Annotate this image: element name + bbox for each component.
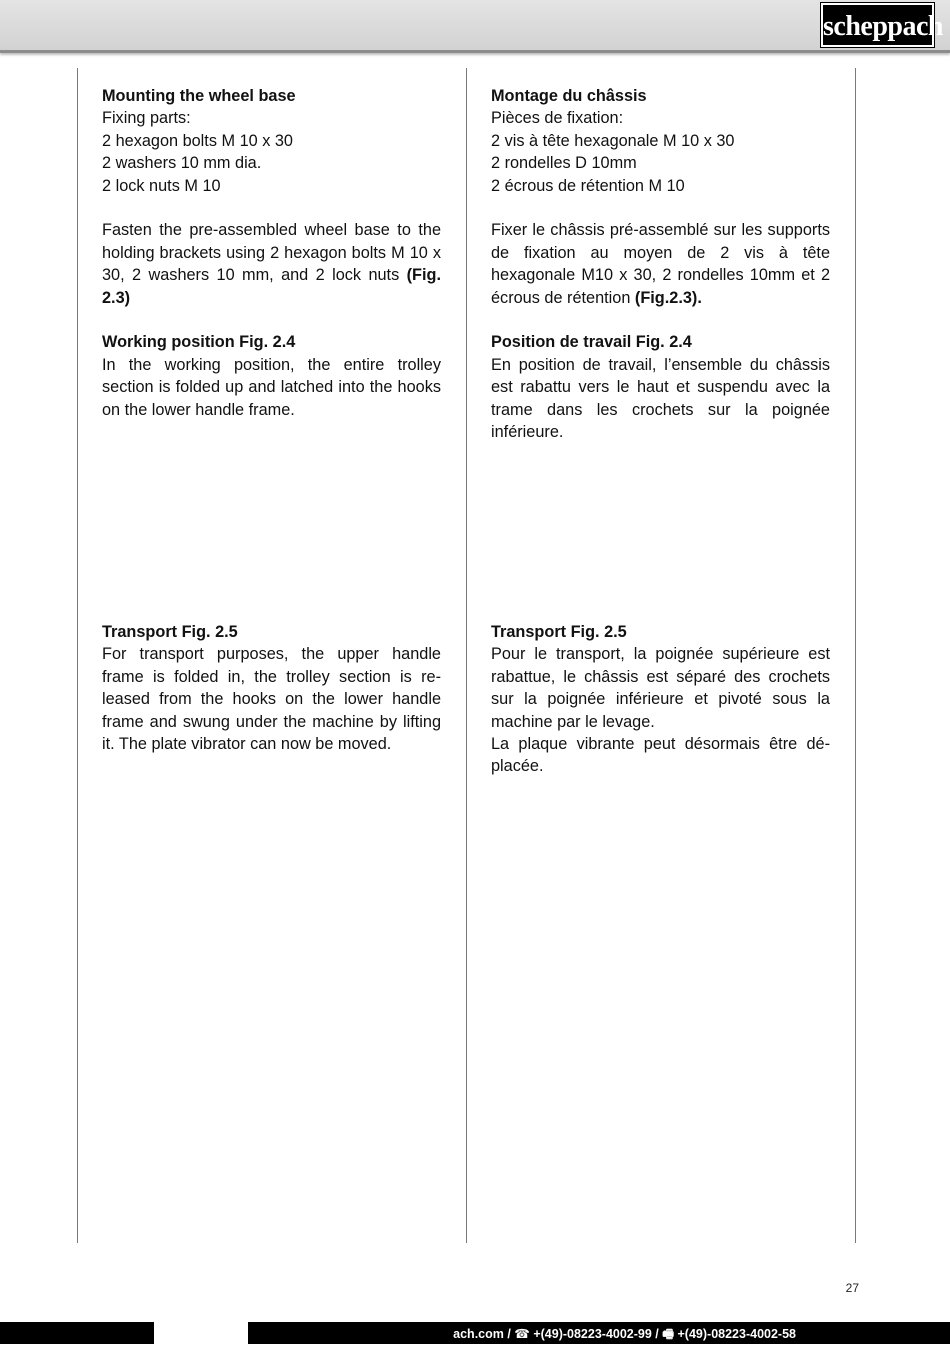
french-column-top: [491, 85, 830, 443]
section-heading-transport-fr: Transport Fig. 2.5: [491, 623, 627, 641]
english-column-transport: [102, 621, 441, 755]
parts-line: Fixing parts:: [102, 109, 191, 128]
section-heading-mounting: Mounting the wheel base: [102, 87, 296, 105]
parts-line: 2 washers 10 mm dia.: [102, 154, 262, 173]
transport-paragraph: For transport purposes, the upper handle frame is folded in, the trolley section is released from the hooks on the lower handle frame and swung under the machine by lifting it. The plate vibrator can now be moved.: [102, 645, 441, 754]
section-heading-montage: Montage du châssis: [491, 87, 647, 105]
center-divider-line: [466, 68, 467, 1243]
parts-line: 2 hexagon bolts M 10 x 30: [102, 131, 293, 150]
footer-bar-right: [248, 1322, 950, 1344]
english-column-top: [102, 85, 441, 421]
figure-reference: (Fig. 2.3): [102, 266, 441, 307]
parts-line: 2 lock nuts M 10: [102, 176, 221, 195]
transport-paragraph-fr-2: La plaque vibrante peut désormais être déplacée.: [491, 735, 830, 776]
header-band: [0, 0, 950, 53]
section-heading-working-position: Working position Fig. 2.4: [102, 333, 296, 352]
right-margin-line: [855, 68, 856, 1243]
page-number: 27: [845, 1281, 859, 1295]
left-margin-line: [77, 68, 78, 1243]
mounting-instruction-paragraph: Fasten the pre-assembled wheel base to the holding brackets using 2 hexagon bolts M 10 x 30, 2 washers 10 mm, and 2 lock nuts (Fig. 2.3): [102, 221, 441, 307]
parts-line: 2 rondelles D 10mm: [491, 154, 637, 173]
section-heading-position-travail: Position de travail Fig. 2.4: [491, 333, 692, 352]
section-heading-transport: Transport Fig. 2.5: [102, 623, 238, 641]
parts-line: Pièces de fixation:: [491, 109, 624, 128]
footer-contact-text: ach.com / ☎ +(49)-08223-4002-99 / 🖷 +(49)-08223-4002-58: [453, 1327, 796, 1341]
transport-paragraph-fr: Pour le transport, la poignée supérieure est rabattue, le châssis est séparé des crochets sur la poignée inférieure et pivoté sous la machine par le levage.: [491, 645, 830, 731]
scheppach-logo: scheppach: [821, 3, 934, 47]
working-position-paragraph: In the working position, the entire trolley section is folded up and latched into the hooks on the lower handle frame.: [102, 355, 441, 419]
footer-bar-left: [0, 1322, 154, 1344]
french-column-transport: [491, 621, 830, 778]
position-travail-paragraph: En position de travail, l’ensemble du châssis est rabattu vers le haut et suspendu avec la trame dans les crochets sur la poignée inférieure.: [491, 355, 830, 442]
montage-instruction-paragraph: Fixer le châssis pré-assemblé sur les supports de fixation au moyen de 2 vis à tête hexagonale M10 x 30, 2 rondelles 10mm et 2 écrous de rétention (Fig.2.3).: [491, 221, 830, 307]
parts-line: 2 vis à tête hexagonale M 10 x 30: [491, 131, 735, 150]
figure-reference: (Fig.2.3).: [634, 288, 702, 307]
parts-line: 2 écrous de rétention M 10: [491, 176, 685, 195]
